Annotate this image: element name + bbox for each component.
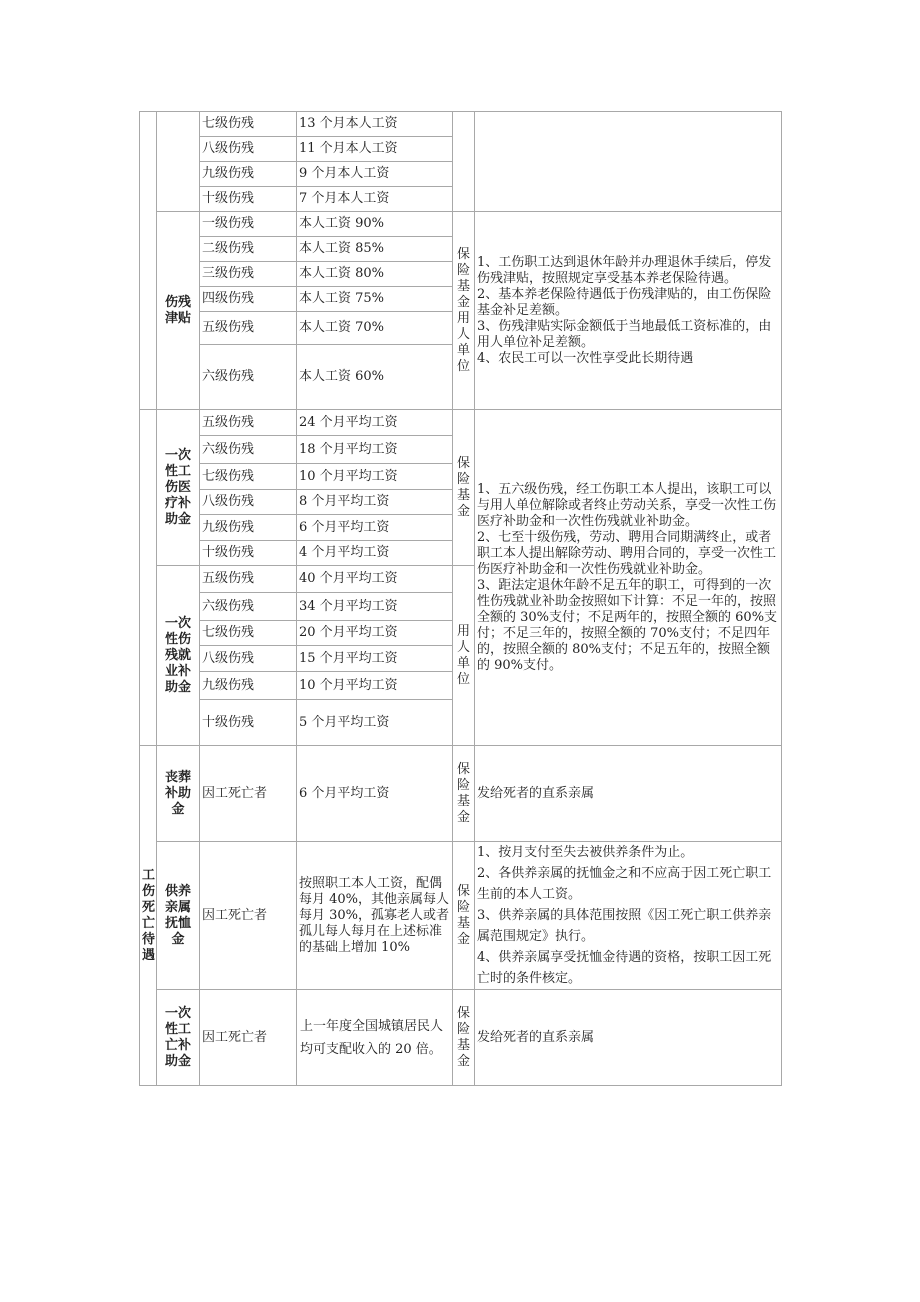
table-row	[140, 990, 782, 1086]
remark-line: 1、按月支付至失去被供养条件为止。	[477, 845, 694, 860]
amount-cell: 40 个月平均工资	[297, 566, 453, 593]
source-cell-fund-employer: 保 险 基 金 用 人 单 位	[453, 212, 475, 410]
source-cell-employer: 用 人 单 位	[453, 566, 475, 746]
grade-cell: 十级伤残	[200, 700, 297, 746]
table-row	[140, 842, 782, 990]
amount-cell: 18 个月平均工资	[297, 436, 453, 464]
remark-cell-death-lumpsum: 发给死者的直系亲属	[475, 990, 782, 1086]
grade-cell: 五级伤残	[200, 566, 297, 593]
table-row	[140, 746, 782, 842]
amount-cell: 5 个月平均工资	[297, 700, 453, 746]
grade-cell: 六级伤残	[200, 345, 297, 410]
amount-cell: 15 个月平均工资	[297, 646, 453, 672]
amount-cell: 11 个月本人工资	[297, 137, 453, 162]
amount-cell: 6 个月平均工资	[297, 746, 453, 842]
grade-cell: 七级伤残	[200, 464, 297, 490]
remark-cell-termination	[475, 410, 782, 746]
target-cell: 因工死亡者	[200, 842, 297, 990]
item-cell-dependents-pension: 供养 亲属 抚恤 金	[157, 842, 200, 990]
grade-cell: 七级伤残	[200, 112, 297, 137]
amount-cell: 本人工资 70%	[297, 312, 453, 345]
table-row	[140, 212, 782, 237]
remark-cell-empty	[475, 112, 782, 212]
item-cell-death-lumpsum: 一次 性工 亡补 助金	[157, 990, 200, 1086]
remark-line: 2、基本养老保险待遇低于伤残津贴的，由工伤保险基金补足差额。	[477, 286, 772, 318]
amount-cell: 按照职工本人工资，配偶每月 40%，其他亲属每人每月 30%，孤寡老人或者孤儿每人每月在上述标准的基础上增加 10%	[297, 842, 453, 990]
amount-cell: 4 个月平均工资	[297, 541, 453, 566]
amount-cell: 本人工资 60%	[297, 345, 453, 410]
grade-cell: 八级伤残	[200, 490, 297, 515]
amount-cell: 本人工资 75%	[297, 287, 453, 312]
category-cell-death-benefits: 工 伤 死 亡 待 遇	[140, 746, 157, 1086]
grade-cell: 九级伤残	[200, 515, 297, 541]
remark-line: 4、农民工可以一次性享受此长期待遇	[477, 350, 694, 366]
remark-line: 2、七至十级伤残，劳动、聘用合同期满终止，或者职工本人提出解除劳动、聘用合同的，享受一次性工伤医疗补助金和一次性伤残就业补助金。	[477, 529, 777, 577]
category-cell-disability	[140, 112, 157, 410]
grade-cell: 九级伤残	[200, 162, 297, 187]
category-cell-termination	[140, 410, 157, 746]
amount-cell: 13 个月本人工资	[297, 112, 453, 137]
source-cell-fund: 保 险 基 金	[453, 990, 475, 1086]
amount-cell: 24 个月平均工资	[297, 410, 453, 436]
work-injury-benefits-table	[139, 111, 782, 1086]
amount-cell: 本人工资 90%	[297, 212, 453, 237]
grade-cell: 八级伤残	[200, 646, 297, 672]
amount-cell: 10 个月平均工资	[297, 464, 453, 490]
grade-cell: 六级伤残	[200, 436, 297, 464]
remark-line: 4、供养亲属享受抚恤金待遇的资格，按职工因工死亡时的条件核定。	[477, 950, 772, 986]
target-cell: 因工死亡者	[200, 746, 297, 842]
grade-cell: 二级伤残	[200, 237, 297, 262]
grade-cell: 五级伤残	[200, 312, 297, 345]
grade-cell: 五级伤残	[200, 410, 297, 436]
source-cell-fund: 保 险 基 金	[453, 746, 475, 842]
amount-cell: 34 个月平均工资	[297, 593, 453, 621]
grade-cell: 十级伤残	[200, 541, 297, 566]
source-cell-fund: 保 险 基 金	[453, 842, 475, 990]
remark-line: 2、各供养亲属的抚恤金之和不应高于因工死亡职工生前的本人工资。	[477, 866, 772, 902]
item-cell-funeral-subsidy: 丧葬 补助 金	[157, 746, 200, 842]
grade-cell: 四级伤残	[200, 287, 297, 312]
grade-cell: 一级伤残	[200, 212, 297, 237]
remark-cell-funeral: 发给死者的直系亲属	[475, 746, 782, 842]
item-cell-lumpsum-tail	[157, 112, 200, 212]
grade-cell: 九级伤残	[200, 672, 297, 700]
amount-cell: 上一年度全国城镇居民人均可支配收入的 20 倍。	[297, 990, 453, 1086]
amount-cell: 10 个月平均工资	[297, 672, 453, 700]
amount-cell: 本人工资 85%	[297, 237, 453, 262]
remark-cell-allowance	[475, 212, 782, 410]
remark-line: 1、工伤职工达到退休年龄并办理退休手续后，停发伤残津贴，按照规定享受基本养老保险待遇。	[477, 254, 772, 286]
table-row	[140, 112, 782, 137]
amount-cell: 8 个月平均工资	[297, 490, 453, 515]
amount-cell: 6 个月平均工资	[297, 515, 453, 541]
benefits-document	[139, 111, 781, 1115]
remark-line: 1、五六级伤残，经工伤职工本人提出，该职工可以与用人单位解除或者终止劳动关系，享受一次性工伤医疗补助金和一次性伤残就业补助金。	[477, 481, 777, 529]
remark-line: 3、供养亲属的具体范围按照《因工死亡职工供养亲属范围规定》执行。	[477, 908, 772, 944]
grade-cell: 六级伤残	[200, 593, 297, 621]
amount-cell: 9 个月本人工资	[297, 162, 453, 187]
grade-cell: 三级伤残	[200, 262, 297, 287]
amount-cell: 7 个月本人工资	[297, 187, 453, 212]
item-cell-disability-allowance: 伤残 津贴	[157, 212, 200, 410]
remark-line: 3、距法定退休年龄不足五年的职工，可得到的一次性伤残就业补助金按照如下计算：不足一年的，按照全额的 30%支付；不足两年的，按照全额的 60%支付；不足三年的，按照全额的 70%支付；不足四年的，按照全额的 80%支付；不足五年的，按照全额的 90%支付。	[477, 577, 778, 673]
amount-cell: 本人工资 80%	[297, 262, 453, 287]
table-row	[140, 410, 782, 436]
grade-cell: 十级伤残	[200, 187, 297, 212]
grade-cell: 七级伤残	[200, 621, 297, 646]
source-cell-fund: 保 险 基 金	[453, 410, 475, 566]
item-cell-employment-subsidy: 一次 性伤 残就 业补 助金	[157, 566, 200, 746]
remark-line: 3、伤残津贴实际金额低于当地最低工资标准的，由用人单位补足差额。	[477, 318, 772, 350]
remark-cell-dependents	[475, 842, 782, 990]
amount-cell: 20 个月平均工资	[297, 621, 453, 646]
grade-cell: 八级伤残	[200, 137, 297, 162]
source-cell-empty	[453, 112, 475, 212]
item-cell-medical-subsidy: 一次 性工 伤医 疗补 助金	[157, 410, 200, 566]
target-cell: 因工死亡者	[200, 990, 297, 1086]
